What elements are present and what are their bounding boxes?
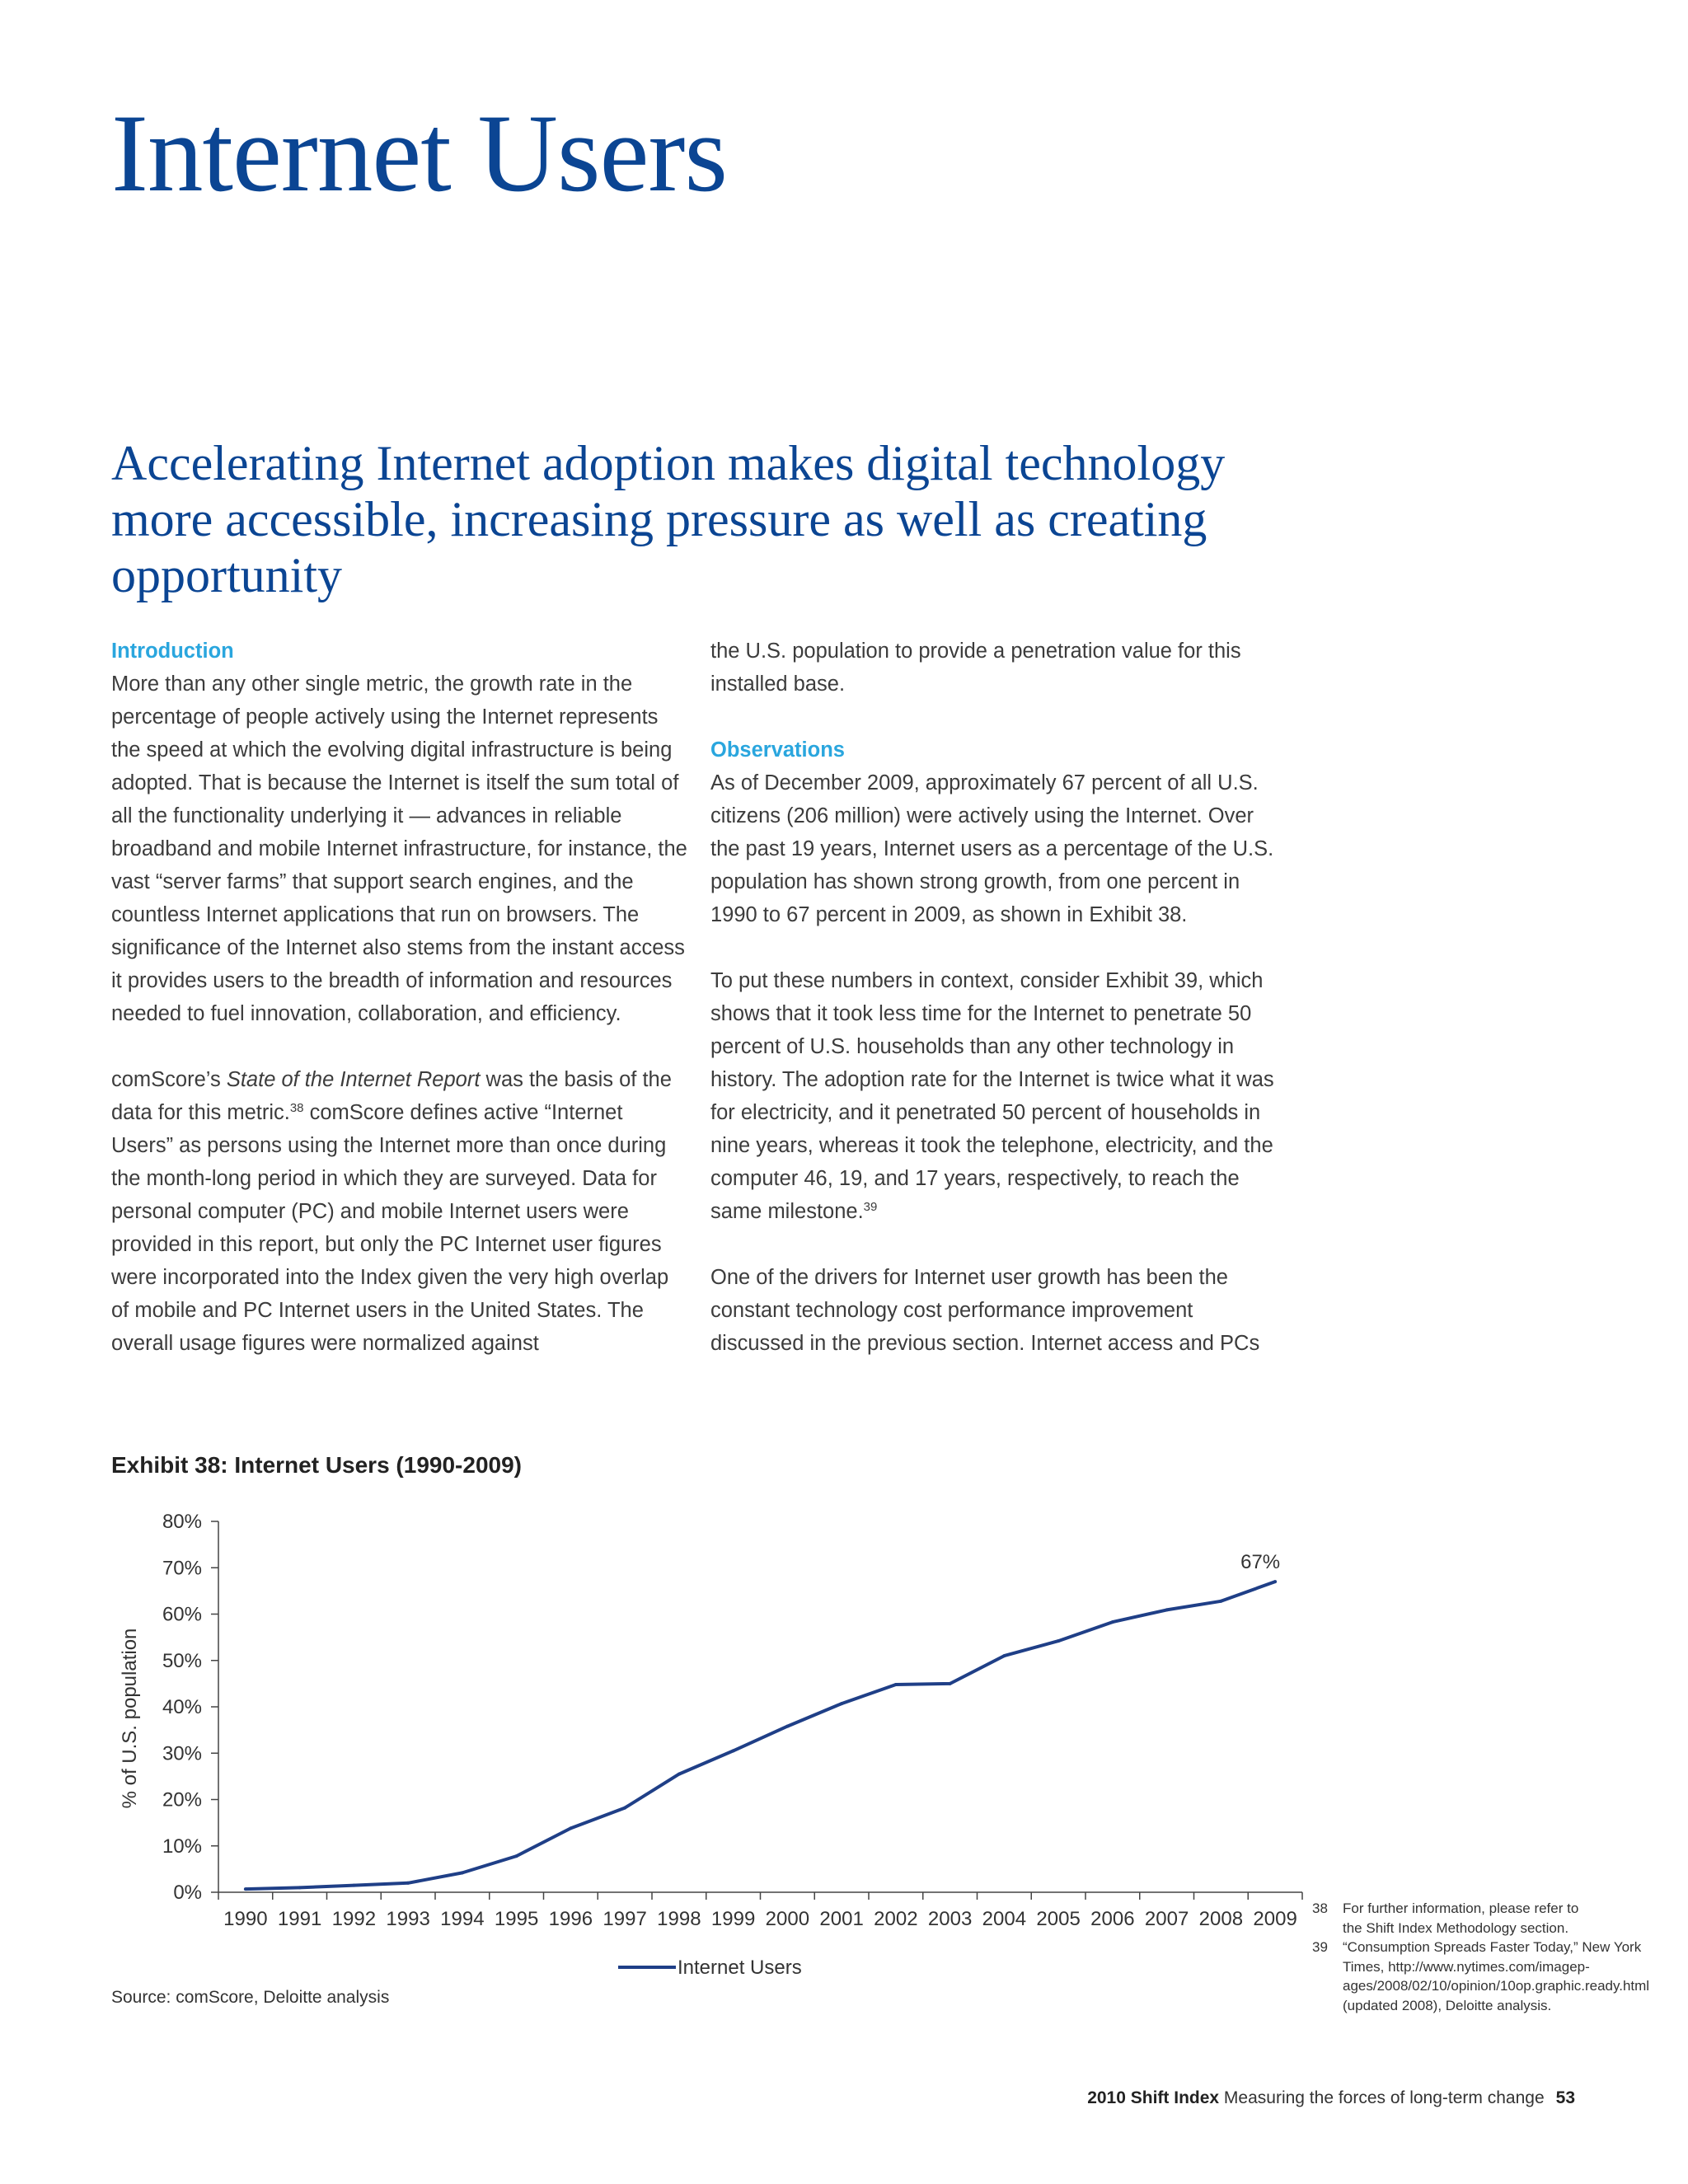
data-point [1273, 1580, 1277, 1583]
footer-brand: 2010 Shift Index [1087, 2088, 1220, 2107]
data-point [678, 1773, 681, 1776]
x-tick-label: 1993 [386, 1908, 430, 1930]
footnotes [1312, 1899, 1650, 2015]
x-tick-label: 2004 [982, 1908, 1027, 1930]
x-tick-label: 1999 [710, 1908, 756, 1930]
intro-paragraph-2 [111, 1063, 688, 1360]
data-point [1057, 1639, 1060, 1643]
data-point [1002, 1654, 1006, 1657]
x-tick-label: 1998 [657, 1908, 701, 1930]
x-tick-label: 2001 [819, 1908, 864, 1930]
data-point [894, 1683, 898, 1686]
footer-tagline: Measuring the forces of long-term change [1223, 2088, 1545, 2107]
x-tick-label: 1992 [331, 1908, 377, 1930]
x-tick-label: 2009 [1253, 1908, 1297, 1930]
x-tick-label: 2000 [765, 1908, 810, 1930]
data-point [840, 1702, 843, 1705]
x-tick-label: 2006 [1090, 1908, 1135, 1930]
observations-paragraph-2 [710, 964, 1287, 1228]
p2-text-a: comScore’s [111, 1068, 227, 1091]
data-point [1111, 1620, 1114, 1624]
x-tick-label: 1990 [223, 1908, 268, 1930]
observations-paragraph-1: As of December 2009, approximately 67 percent of all U.S. citizens (206 million) were actively using the Internet. Over the past 19 years, Internet users as a percentage of the U.S. population has shown strong growth, from one percent in 1990 to 67 percent in 2009, as shown in Exhibit 38. [710, 771, 1274, 926]
page-footer [1087, 2086, 1575, 2111]
data-point [785, 1725, 789, 1728]
y-tick-label: 30% [162, 1742, 202, 1765]
y-tick-label: 20% [162, 1788, 202, 1811]
data-point [1165, 1608, 1169, 1611]
continued-paragraph: the U.S. population to provide a penetration value for this installed base. [710, 640, 1241, 696]
x-tick-label: 2005 [1036, 1908, 1081, 1930]
data-point [352, 1884, 355, 1887]
exhibit-title: Exhibit 38: Internet Users (1990-2009) [111, 1452, 522, 1478]
data-point [298, 1886, 302, 1889]
footnote-text: “Consumption Spreads Faster Today,” New York Times, http://www.nytimes.com/imagep-ages/2008/02/10/opinion/10op.graphic.ready.html (updated 2008), Deloitte analysis. [1343, 1939, 1650, 2013]
chart-legend [618, 1957, 802, 1979]
observations-paragraph-3: One of the drivers for Internet user growth has been the constant technology cost performance improvement discussed in the previous section. Internet access and PCs [710, 1266, 1260, 1355]
right-column [710, 635, 1287, 1360]
x-tick-label: 2008 [1198, 1908, 1244, 1930]
x-tick-label: 1991 [277, 1908, 322, 1930]
page-title: Internet Users [111, 92, 727, 215]
legend-label: Internet Users [678, 1957, 802, 1979]
end-value-annotation: 67% [1240, 1551, 1281, 1574]
data-point [406, 1882, 410, 1885]
report-title-italic: State of the Internet Report [226, 1068, 481, 1091]
y-tick-label: 10% [162, 1835, 202, 1858]
x-tick-label: 1994 [440, 1908, 485, 1930]
y-axis-label: % of U.S. population [119, 1628, 141, 1809]
x-axis [218, 1892, 1302, 1930]
page-number: 53 [1555, 2088, 1575, 2107]
y-tick-label: 60% [162, 1603, 202, 1626]
p2-text-b: was the basis of the data for this metric. [111, 1068, 672, 1124]
footnote-text: For further information, please refer to the Shift Index Methodology section. [1343, 1900, 1579, 1936]
footnote-number: 38 [1312, 1900, 1328, 1916]
left-column [111, 635, 688, 1360]
p2-text-c: comScore defines active “Internet Users” as persons using the Internet more than once during the month-long period in which they are surveyed. Data for personal computer (PC) and mobile Internet users were provided in this report, but only the PC Internet user figures were incorporated into the Index given the very high overlap of mobile and PC Internet users in the United States. The overall usage figures were normalized against [111, 1101, 669, 1355]
introduction-heading: Introduction [111, 640, 234, 663]
p2-text: To put these numbers in context, consider Exhibit 39, which shows that it took less time for the Internet to penetrate 50 percent of U.S. households than any other technology in history. The adoption rate for the Internet is twice what it was for electricity, and it penetrated 50 percent of households in nine years, whereas it took the telephone, electricity, and the computer 46, 19, and 17 years, respectively, to reach the same milestone. [710, 969, 1274, 1223]
observations-heading: Observations [710, 738, 845, 762]
y-tick-label: 40% [162, 1696, 202, 1718]
data-point [949, 1682, 952, 1685]
intro-paragraph-1: More than any other single metric, the growth rate in the percentage of people actively using the Internet represents the speed at which the evolving digital infrastructure is being adopted. That is because the Internet is itself the sum total of all the functionality underlying it — advances in reliable broadband and mobile Internet infrastructure, for instance, the vast “server farms” that support search engines, and the countless Internet applications that run on browsers. The significance of the Internet also stems from the instant access it provides users to the breadth of information and resources needed to fuel innovation, collaboration, and efficiency. [111, 673, 687, 1025]
page-subtitle: Accelerating Internet adoption makes digital technology more accessible, increasing pressure as well as creating opportunity [111, 436, 1226, 602]
y-axis [162, 1511, 218, 1904]
data-point [1219, 1600, 1222, 1603]
x-tick-label: 1997 [603, 1908, 647, 1930]
data-point [515, 1854, 518, 1858]
footnote-39 [1312, 1938, 1650, 2015]
x-tick-label: 2002 [874, 1908, 918, 1930]
data-point [569, 1826, 572, 1830]
x-tick-label: 2003 [927, 1908, 973, 1930]
y-tick-label: 50% [162, 1649, 202, 1672]
x-tick-label: 2007 [1144, 1908, 1189, 1930]
internet-users-line-chart [99, 1500, 1335, 1986]
footnote-ref-38[interactable]: 38 [289, 1101, 304, 1115]
footnote-number: 39 [1312, 1939, 1328, 1955]
data-point [732, 1749, 735, 1752]
y-tick-label: 0% [173, 1882, 202, 1904]
data-point [461, 1871, 464, 1874]
x-tick-label: 1996 [548, 1908, 593, 1930]
y-tick-label: 80% [162, 1511, 202, 1533]
series-line-internet-users [246, 1582, 1275, 1889]
x-tick-label: 1995 [494, 1908, 539, 1930]
y-tick-label: 70% [162, 1557, 202, 1580]
footnote-ref-39[interactable]: 39 [863, 1200, 878, 1214]
data-point [623, 1807, 626, 1810]
chart-source: Source: comScore, Deloitte analysis [111, 1988, 390, 2007]
data-point [244, 1887, 247, 1891]
series-layer [244, 1580, 1277, 1891]
footnote-38 [1312, 1899, 1584, 1938]
